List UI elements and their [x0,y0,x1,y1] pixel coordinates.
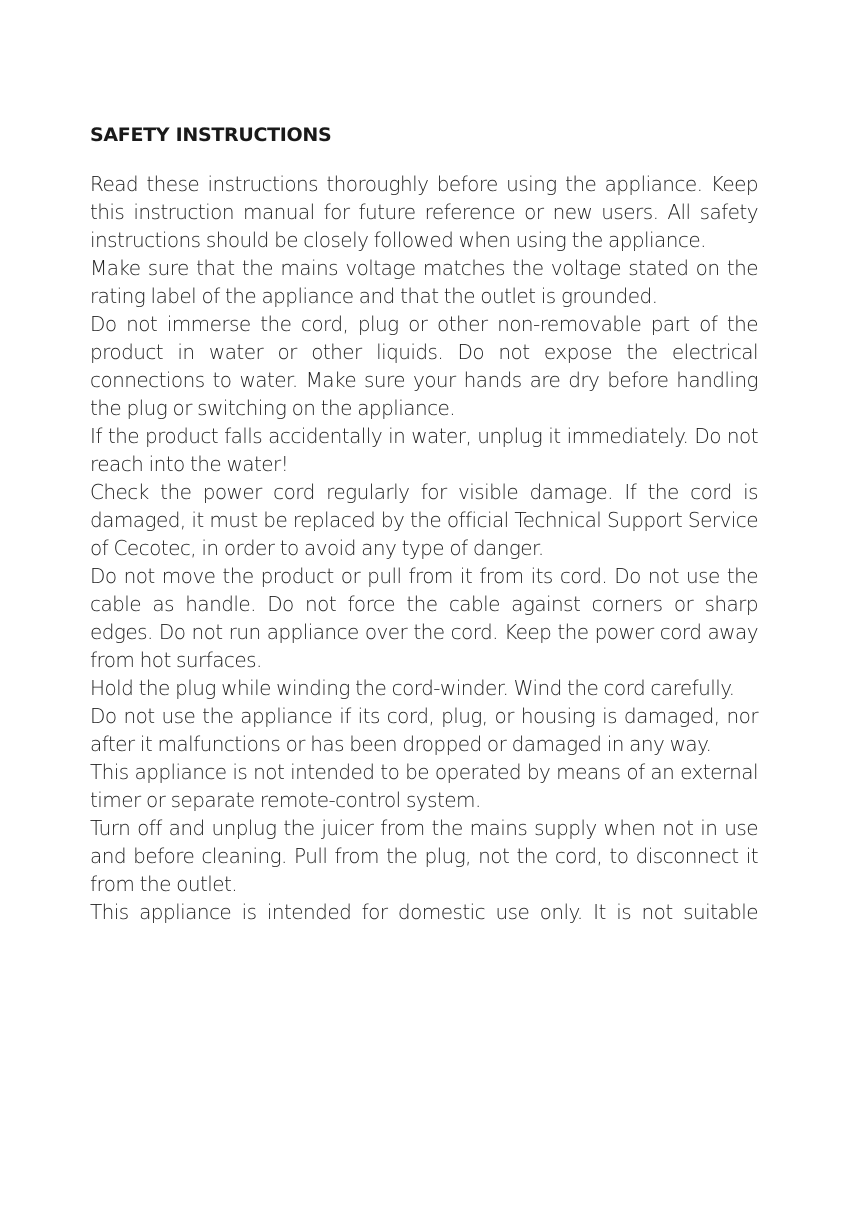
paragraph-domestic-use: This appliance is intended for domestic use only. It is not suitable [90,900,758,924]
paragraph-mains-voltage: Make sure that the mains voltage matches the voltage stated on the rating label of the appliance and that the outlet is grounded. [90,256,758,308]
paragraph-hold-plug: Hold the plug while winding the cord-winder. Wind the cord carefully. [90,676,735,700]
paragraph-damaged-appliance: Do not use the appliance if its cord, plug, or housing is damaged, nor after it malfunctions or has been dropped or damaged in any way. [90,704,758,756]
paragraph-do-not-move-by-cord: Do not move the product or pull from it from its cord. Do not use the cable as handle. Do not force the cable against corners or sharp edges. Do not run appliance over the cord. Keep the power cord away from hot surfaces. [90,564,758,672]
paragraph-read-instructions: Read these instructions thoroughly before using the appliance. Keep this instruction manual for future reference or new users. All safety instructions should be closely followed when using the appliance. [90,172,758,252]
paragraph-external-timer: This appliance is not intended to be operated by means of an external timer or separate remote-control system. [90,760,758,812]
paragraph-turn-off-unplug: Turn off and unplug the juicer from the mains supply when not in use and before cleaning. Pull from the plug, not the cord, to disconnect it from the outlet. [90,816,758,896]
paragraph-do-not-immerse: Do not immerse the cord, plug or other non-removable part of the product in water or other liquids. Do not expose the electrical connections to water. Make sure your hands are dry before handling the plug or switching on the appliance. [90,312,758,420]
paragraph-check-power-cord: Check the power cord regularly for visible damage. If the cord is damaged, it must be replaced by the official Technical Support Service of Cecotec, in order to avoid any type of danger. [90,480,758,560]
document-page [90,118,758,926]
paragraph-falls-in-water: If the product falls accidentally in water, unplug it immediately. Do not reach into the water! [90,424,758,476]
section-title: SAFETY INSTRUCTIONS [90,124,332,146]
